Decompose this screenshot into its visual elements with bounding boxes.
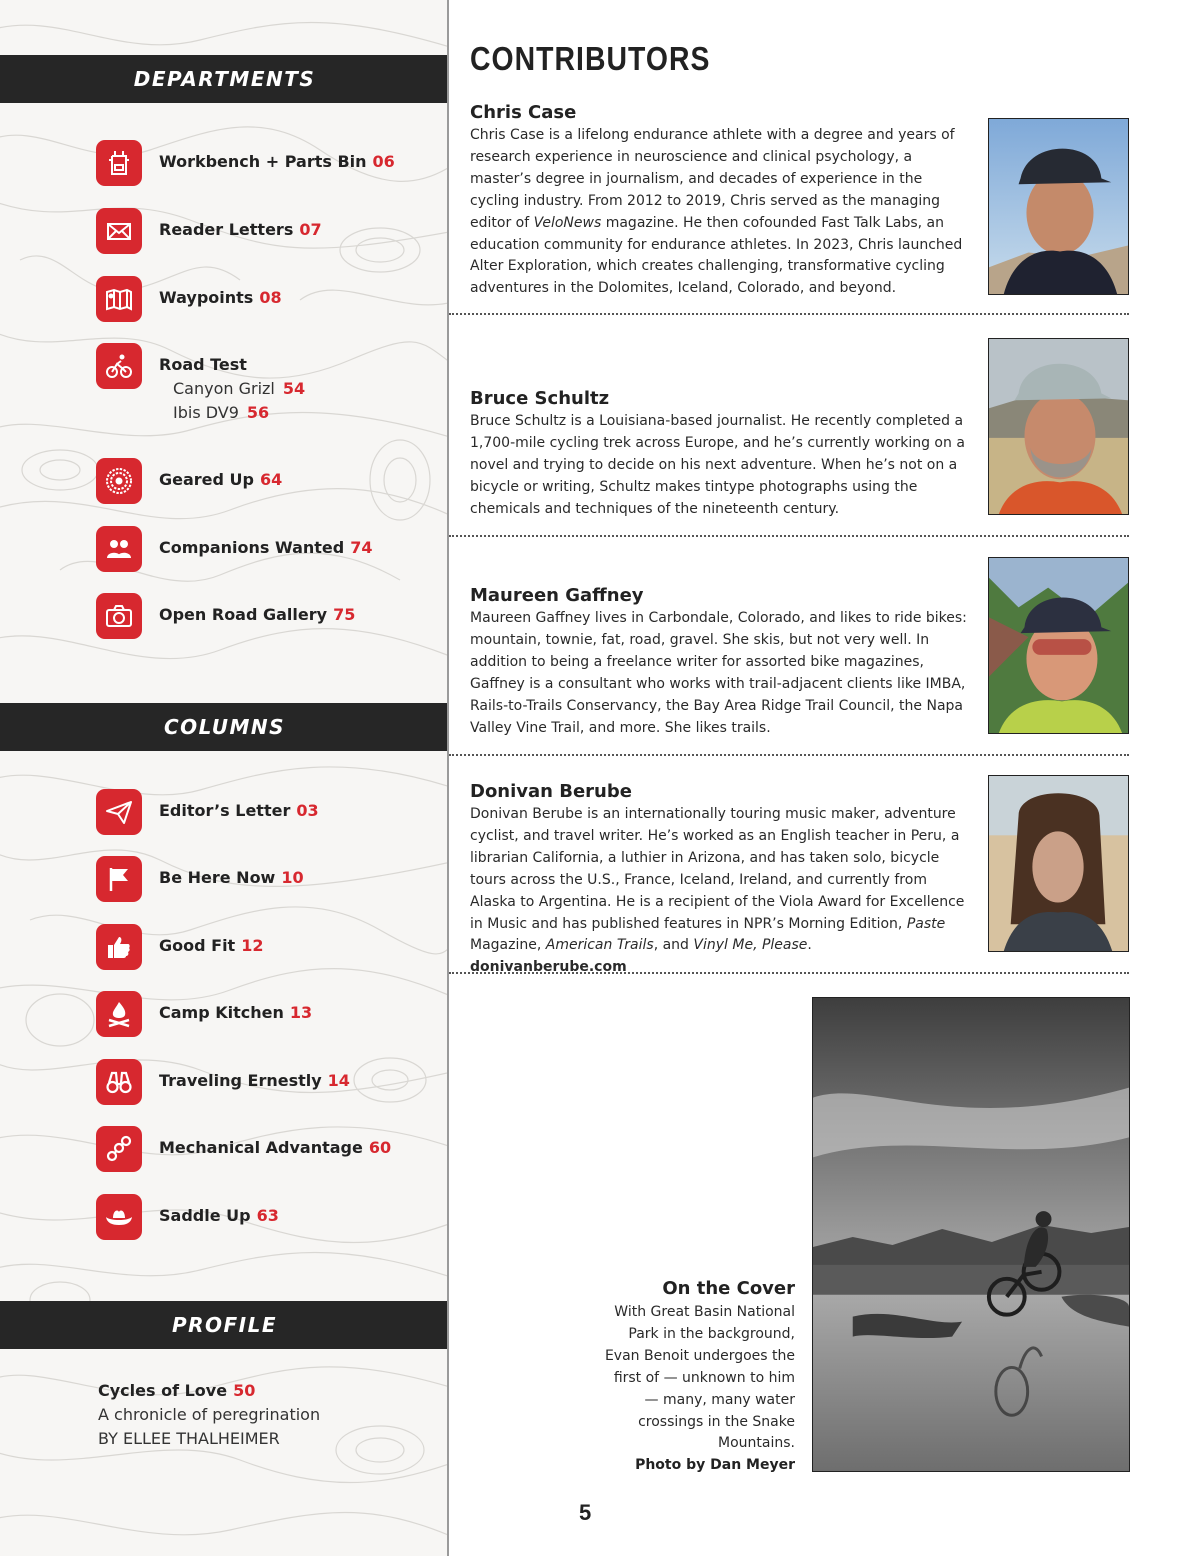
hat-icon [96, 1194, 142, 1240]
italic-text: Vinyl Me, Please [693, 937, 808, 954]
bio-text: Donivan Berube is an internationally touring music maker, adventure cyclist, and travel writer. He’s worked as an English teacher in Peru, a librarian California, a luthier in Arizona, and has taken solo, bicycle tours across the U.S., France, Iceland, Ireland, and currently from Alaska to Argentina. He is a recipient of the Viola Award for Excellence in Music and has published features in NPR’s Morning Edition, [470, 806, 965, 932]
toc-title: Mechanical Advantage [159, 1138, 363, 1157]
profile-heading: PROFILE [0, 1301, 447, 1349]
separator [449, 754, 1129, 756]
contributor-bio [470, 804, 970, 979]
contributor-bruce-schultz [470, 388, 970, 521]
toc-page-number: 07 [299, 220, 322, 239]
paper-plane-icon [96, 789, 142, 835]
italic-text: VeloNews [533, 214, 602, 231]
toc-item-be-here-now[interactable] [96, 856, 304, 902]
toc-page-number: 12 [241, 936, 264, 955]
people-icon [96, 526, 142, 572]
departments-heading: DEPARTMENTS [0, 55, 447, 103]
contributor-maureen-gaffney [470, 585, 970, 739]
separator [449, 972, 1129, 974]
toc-item-reader-letters[interactable] [96, 208, 322, 254]
contributor-chris-case [470, 102, 970, 300]
toc-page-number: 64 [260, 470, 283, 489]
profile-byline: BY ELLEE THALHEIMER [98, 1429, 280, 1448]
contributor-bio [470, 608, 970, 739]
toc-page-number: 10 [281, 868, 304, 887]
contributor-bio [470, 411, 970, 521]
contributor-name: Donivan Berube [470, 781, 632, 802]
toc-page-number: 75 [333, 605, 356, 624]
cover-caption-text: With Great Basin National Park in the background, Evan Benoit undergoes the first of — unknown to him — many, many water crossings in the Snake Mountains. [604, 1304, 795, 1452]
toc-title: Saddle Up [159, 1206, 251, 1225]
toc-item-mechanical-advantage[interactable] [96, 1126, 391, 1172]
camera-icon [96, 593, 142, 639]
bio-text: , and [653, 937, 694, 954]
toc-item-good-fit[interactable] [96, 924, 263, 970]
table-of-contents-panel [0, 0, 447, 1556]
toc-title: Companions Wanted [159, 538, 345, 557]
bio-text: . [807, 937, 812, 954]
toc-page-number: 54 [282, 379, 306, 398]
toc-title: Road Test [159, 355, 247, 374]
flag-icon [96, 856, 142, 902]
toc-page-number: 03 [296, 801, 319, 820]
cover-title: On the Cover [662, 1278, 795, 1299]
campfire-icon [96, 991, 142, 1037]
cover-caption [600, 1278, 795, 1477]
toc-item-companions-wanted[interactable] [96, 526, 373, 572]
contributor-name: Bruce Schultz [470, 388, 610, 409]
toc-page-number: 56 [246, 403, 270, 422]
bold-text: donivanberube.com [470, 959, 627, 976]
map-icon [96, 276, 142, 322]
toc-page-number: 06 [372, 152, 395, 171]
contributor-donivan-berube [470, 781, 970, 979]
toc-title: Traveling Ernestly [159, 1071, 322, 1090]
separator [449, 313, 1129, 315]
profile-entry[interactable] [98, 1381, 320, 1448]
italic-text: Paste [906, 915, 946, 932]
toc-subitem-title: Canyon Grizl [173, 379, 275, 398]
contributors-heading: CONTRIBUTORS [470, 40, 711, 77]
toc-page-number: 60 [368, 1138, 392, 1157]
toc-title: Geared Up [159, 470, 254, 489]
contributor-name: Chris Case [470, 102, 577, 123]
toc-page-number: 08 [259, 288, 282, 307]
bio-text: Maureen Gaffney lives in Carbondale, Colorado, and likes to ride bikes: mountain, townie, fat, road, gravel. She skis, but not very well. In addition to being a freelance writer for assorted bike magazines, Gaffney is a consultant who works with trail-adjacent clients like IMBA, Rails-to-Trails Conservancy, the Bay Area Ridge Trail Council, the Napa Valley Vine Trail, and more. She likes trails. [470, 610, 967, 736]
page-number: 5 [579, 1500, 592, 1525]
toc-page-number: 13 [289, 1003, 313, 1022]
toc-page-number: 50 [233, 1381, 256, 1400]
cassette-icon [96, 458, 142, 504]
toc-title: Waypoints [159, 288, 254, 307]
binoculars-icon [96, 1059, 142, 1105]
toc-title: Be Here Now [159, 868, 276, 887]
toc-item-camp-kitchen[interactable] [96, 991, 312, 1037]
cyclist-icon [96, 343, 142, 389]
toc-title: Editor’s Letter [159, 801, 291, 820]
apron-icon [96, 140, 142, 186]
bio-text: Magazine, [470, 937, 546, 954]
contributor-photo [988, 118, 1129, 295]
toc-item-editors-letter[interactable] [96, 789, 319, 835]
thumbs-up-icon [96, 924, 142, 970]
toc-subitem-title: Ibis DV9 [173, 403, 239, 422]
contributor-photo [988, 338, 1129, 515]
toc-title: Open Road Gallery [159, 605, 328, 624]
chain-icon [96, 1126, 142, 1172]
bio-text: magazine. He then cofounded Fast Talk Labs, an education community for endurance athletes. In 2023, Chris launched Alter Exploration, which creates challenging, transformative cycling adventures in the Dolomites, Iceland, Colorado, and beyond. [470, 214, 963, 297]
contributor-name: Maureen Gaffney [470, 585, 644, 606]
contributor-photo [988, 775, 1129, 952]
profile-title: Cycles of Love [98, 1381, 228, 1400]
toc-title: Camp Kitchen [159, 1003, 284, 1022]
toc-subitem[interactable] [173, 403, 305, 422]
toc-title: Good Fit [159, 936, 236, 955]
cover-photo [812, 997, 1130, 1472]
envelope-icon [96, 208, 142, 254]
profile-subtitle: A chronicle of peregrination [98, 1405, 321, 1424]
toc-item-geared-up[interactable] [96, 458, 282, 504]
bio-text: Bruce Schultz is a Louisiana-based journalist. He recently completed a 1,700-mile cycling trek across Europe, and he’s currently working on a novel and trying to decide on his next adventure. When he’s not on a bicycle or writing, Schultz makes tintype photographs using the chemicals and techniques of the nineteenth century. [470, 413, 965, 517]
column-divider [447, 0, 449, 1556]
toc-item-saddle-up[interactable] [96, 1194, 279, 1240]
contributor-bio [470, 125, 970, 300]
separator [449, 535, 1129, 537]
bio-text: Chris Case is a lifelong endurance athlete with a degree and years of research experience in neuroscience and clinical psychology, a master’s degree in journalism, and decades of experience in the cycling industry. From 2012 to 2019, Chris served as the managing editor of [470, 127, 955, 231]
columns-heading: COLUMNS [0, 703, 447, 751]
toc-item-road-test[interactable] [96, 343, 305, 422]
toc-item-waypoints[interactable] [96, 276, 282, 322]
toc-title: Reader Letters [159, 220, 294, 239]
toc-page-number: 14 [327, 1071, 350, 1090]
toc-item-open-road-gallery[interactable] [96, 593, 355, 639]
cover-photo-credit: Photo by Dan Meyer [635, 1457, 795, 1474]
toc-page-number: 63 [256, 1206, 279, 1225]
toc-title: Workbench + Parts Bin [159, 152, 367, 171]
toc-item-traveling-ernestly[interactable] [96, 1059, 350, 1105]
toc-item-workbench[interactable] [96, 140, 395, 186]
italic-text: American Trails [545, 937, 654, 954]
contributor-photo [988, 557, 1129, 734]
toc-subitem[interactable] [173, 379, 305, 398]
toc-page-number: 74 [350, 538, 373, 557]
